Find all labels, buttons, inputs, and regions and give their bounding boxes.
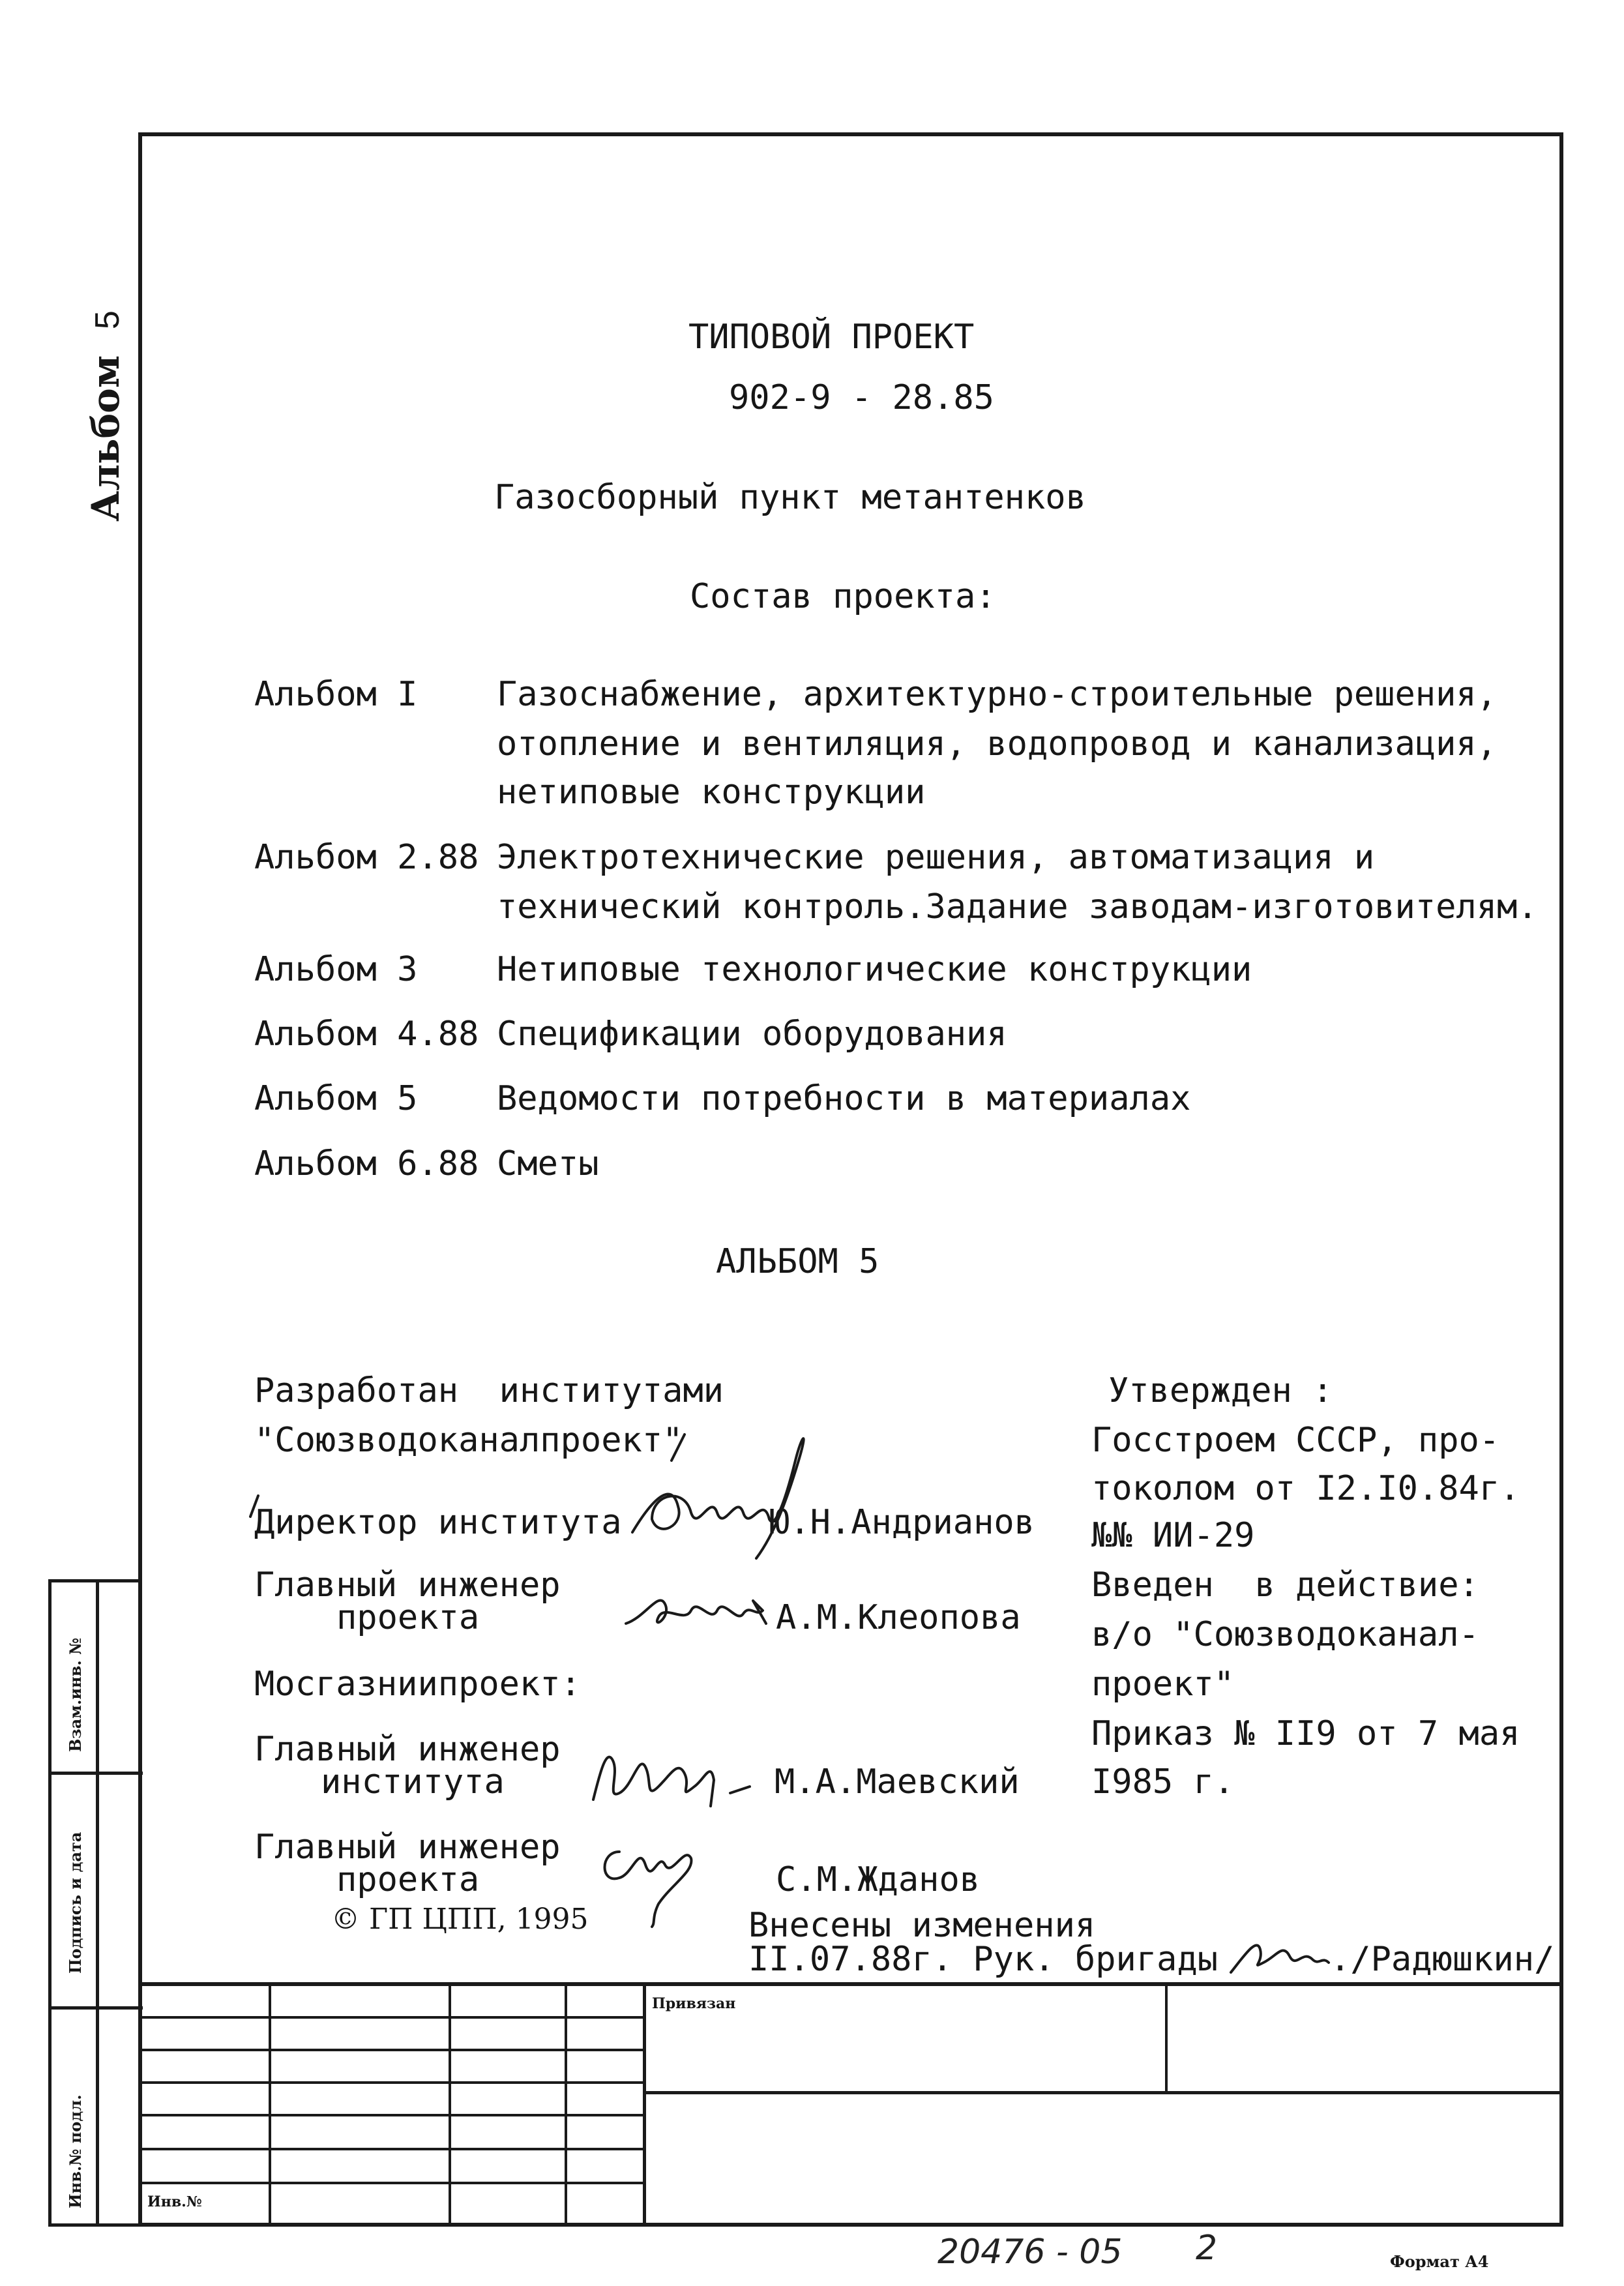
approved-line-5: Введен в действие: bbox=[1091, 1566, 1479, 1605]
chief-2-name: М.А.Маевский bbox=[775, 1762, 1020, 1802]
album-3-label: Альбом 3 bbox=[254, 950, 418, 989]
album-2-label: Альбом 2.88 bbox=[254, 838, 479, 877]
director-name: Ю.Н.Андрианов bbox=[769, 1503, 1035, 1542]
approved-line-3: токолом от I2.I0.84г. bbox=[1091, 1469, 1520, 1508]
album-5-line-1: Ведомости потребности в материалах bbox=[497, 1079, 1191, 1118]
chief-2-role-b: института bbox=[321, 1762, 505, 1802]
album-1-label: Альбом I bbox=[254, 675, 418, 714]
side-album-label bbox=[83, 310, 128, 522]
margin-stamp bbox=[48, 1579, 140, 2227]
changes-line-1: Внесены изменения bbox=[748, 1906, 1096, 1945]
signature-chief-2 bbox=[580, 1734, 769, 1813]
album-2-line-1: Электротехнические решения, автоматизация и bbox=[497, 838, 1375, 877]
copyright: © ГП ЦПП, 1995 bbox=[331, 1903, 589, 1936]
chief-2-role-a: Главный инженер bbox=[254, 1730, 561, 1769]
approved-line-9: I985 г. bbox=[1091, 1762, 1235, 1802]
document-title: ТИПОВОЙ ПРОЕКТ bbox=[688, 318, 975, 357]
signature-chief-3 bbox=[587, 1826, 717, 1930]
album-1-line-2: отопление и вентиляция, водопровод и канализация, bbox=[497, 724, 1498, 764]
album-3-line-1: Нетиповые технологические конструкции bbox=[497, 950, 1252, 989]
album-4-line-1: Спецификации оборудования bbox=[497, 1015, 1007, 1054]
side-album-number: 5 bbox=[89, 310, 126, 330]
approved-line-2: Госстроем СССР, про- bbox=[1091, 1421, 1500, 1460]
approved-line-4: №№ ИИ-29 bbox=[1091, 1516, 1255, 1555]
handwritten-number: 20476 - 05 bbox=[937, 2233, 1123, 2272]
stamp-label-replace-inv: Взам.инв. № bbox=[66, 1637, 85, 1752]
album-4-label: Альбом 4.88 bbox=[254, 1015, 479, 1054]
album-6-label: Альбом 6.88 bbox=[254, 1144, 479, 1183]
chief-1-name: А.М.Клеопова bbox=[776, 1598, 1021, 1637]
changes-line-2b: ./Радюшкин/ bbox=[1330, 1940, 1555, 1979]
bound-label: Привязан bbox=[652, 1995, 736, 2012]
approved-line-1: Утвержден : bbox=[1108, 1371, 1333, 1410]
changes-line-2a: II.07.88г. Рук. бригады bbox=[748, 1940, 1218, 1979]
chief-3-role-b: проекта bbox=[336, 1860, 480, 1899]
org-2: Мосгазниипроект: bbox=[254, 1665, 581, 1704]
album-1-line-1: Газоснабжение, архитектурно-строительные решения, bbox=[497, 675, 1498, 714]
signature-chief-1 bbox=[619, 1578, 776, 1643]
stamp-label-inv-original: Инв.№ подл. bbox=[66, 2094, 85, 2208]
album-5-label: Альбом 5 bbox=[254, 1079, 418, 1118]
inventory-label: Инв.№ bbox=[147, 2193, 202, 2210]
format-label: Формат А4 bbox=[1390, 2252, 1489, 2271]
stamp-label-signature-date: Подпись и дата bbox=[66, 1832, 85, 1974]
chief-1-role-a: Главный инженер bbox=[254, 1566, 561, 1605]
signature-brigade-lead bbox=[1224, 1930, 1335, 1982]
composition-title: Состав проекта: bbox=[690, 577, 996, 616]
signature-director bbox=[613, 1421, 834, 1571]
director-role: Директор института bbox=[254, 1503, 622, 1542]
album-1-line-3: нетиповые конструкции bbox=[497, 773, 926, 812]
approved-line-7: проект" bbox=[1091, 1665, 1235, 1704]
approved-line-8: Приказ № II9 от 7 мая bbox=[1091, 1714, 1520, 1753]
album-heading: АЛЬБОМ 5 bbox=[716, 1242, 879, 1281]
developed-line-2: "Союзводоканалпроект" bbox=[254, 1421, 683, 1460]
approved-line-6: в/о "Союзводоканал- bbox=[1091, 1615, 1479, 1654]
project-name: Газосборный пункт метантенков bbox=[494, 478, 1086, 517]
album-6-line-1: Сметы bbox=[497, 1144, 599, 1183]
album-2-line-2: технический контроль.Задание заводам-изготовителям. bbox=[497, 887, 1538, 927]
chief-3-name: С.М.Жданов bbox=[776, 1860, 981, 1899]
chief-3-role-a: Главный инженер bbox=[254, 1828, 561, 1867]
developed-line-1: Разработан институтами bbox=[254, 1371, 724, 1410]
side-album-word: Альбом bbox=[83, 355, 128, 522]
chief-1-role-b: проекта bbox=[336, 1598, 480, 1637]
project-code: 902-9 - 28.85 bbox=[729, 378, 994, 417]
handwritten-page: 2 bbox=[1196, 2229, 1218, 2268]
mark-tick bbox=[245, 1493, 265, 1519]
